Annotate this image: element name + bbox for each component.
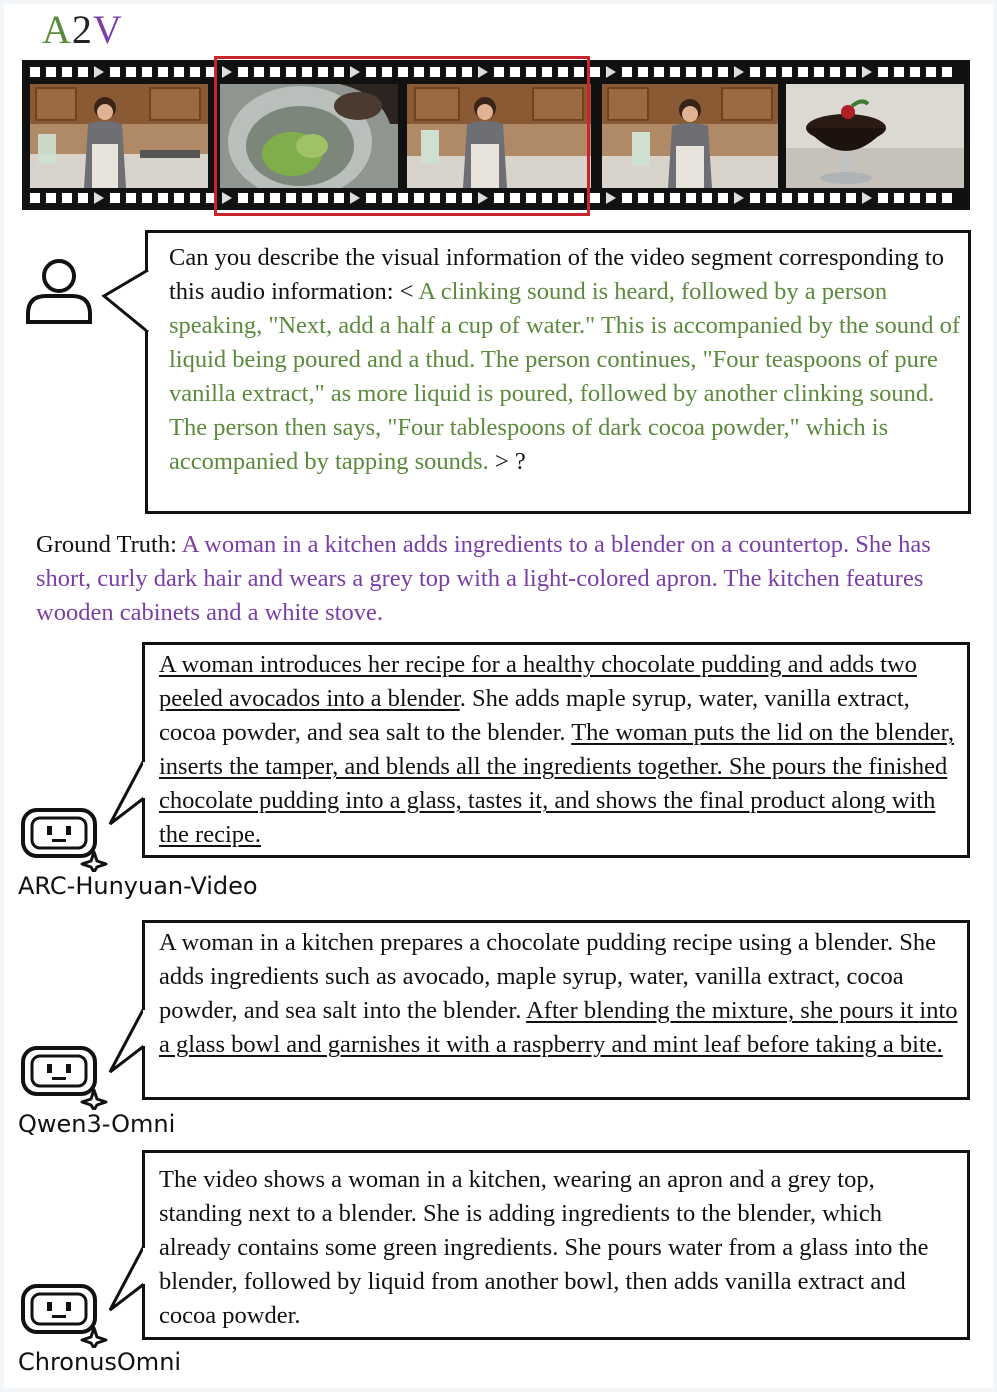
robot-sparkle-icon bbox=[20, 1044, 112, 1110]
response-text-3 bbox=[159, 1163, 959, 1333]
ground-truth bbox=[36, 528, 986, 630]
film-perforation bbox=[622, 193, 632, 203]
film-perforation bbox=[782, 193, 792, 203]
film-perforation bbox=[638, 193, 648, 203]
film-perforation bbox=[654, 193, 664, 203]
film-perforation bbox=[110, 67, 120, 77]
ground-truth-text: A woman in a kitchen adds ingredients to a blender on a countertop. She has short, curly dark hair and wears a grey top with a light-colored apron. The kitchen features wooden cabinets and a white stove. bbox=[36, 531, 931, 626]
film-perforation bbox=[750, 67, 760, 77]
film-perforation bbox=[926, 193, 936, 203]
film-perforation bbox=[590, 193, 600, 203]
film-perforation bbox=[30, 67, 40, 77]
ground-truth-label: Ground Truth: bbox=[36, 531, 182, 558]
film-perforation bbox=[718, 193, 728, 203]
prompt-tail: > ? bbox=[488, 448, 526, 475]
response-bubble-2 bbox=[142, 920, 970, 1100]
film-perforation bbox=[798, 67, 808, 77]
film-perforation bbox=[878, 193, 888, 203]
film-perforation bbox=[190, 67, 200, 77]
model-label-3: ChronusOmni bbox=[18, 1348, 182, 1376]
film-perforation bbox=[686, 193, 696, 203]
film-perforation bbox=[94, 66, 104, 78]
title-a: A bbox=[42, 7, 72, 52]
film-perforation bbox=[702, 193, 712, 203]
prompt-bubble bbox=[145, 230, 971, 514]
film-perforation bbox=[190, 193, 200, 203]
film-perforation bbox=[174, 67, 184, 77]
film-perforation bbox=[46, 67, 56, 77]
film-perforation bbox=[798, 193, 808, 203]
prompt-text bbox=[169, 241, 961, 479]
film-perforation bbox=[910, 67, 920, 77]
film-perforation bbox=[142, 193, 152, 203]
film-perforation bbox=[830, 67, 840, 77]
film-perforation bbox=[670, 193, 680, 203]
video-frame-5 bbox=[786, 84, 964, 188]
film-perforation bbox=[718, 67, 728, 77]
film-perforation bbox=[78, 193, 88, 203]
film-perforation bbox=[590, 67, 600, 77]
film-perforation bbox=[606, 66, 616, 78]
film-perforation bbox=[62, 67, 72, 77]
film-perforation bbox=[158, 67, 168, 77]
response-text-1 bbox=[159, 648, 959, 852]
film-perforation bbox=[894, 67, 904, 77]
film-perforation bbox=[30, 193, 40, 203]
film-perforation bbox=[862, 192, 872, 204]
film-perforation bbox=[174, 193, 184, 203]
robot-sparkle-icon bbox=[20, 1282, 112, 1348]
film-perforation bbox=[750, 193, 760, 203]
response-bubble-3 bbox=[142, 1150, 970, 1340]
film-perforation bbox=[606, 192, 616, 204]
film-perforation bbox=[670, 67, 680, 77]
audio-description: A clinking sound is heard, followed by a person speaking, "Next, add a half a cup of water." This is accompanied by the sound of liquid being poured and a thud. The person continues, "Four teaspoons of pure vanilla extract," as more liquid is poured, followed by another clinking sound. The person then says, "Four tablespoons of dark cocoa powder," which is accompanied by tapping sounds. bbox=[169, 278, 961, 475]
film-perforation bbox=[110, 193, 120, 203]
title-2: 2 bbox=[71, 7, 93, 52]
film-perforation bbox=[862, 66, 872, 78]
film-perforation bbox=[926, 67, 936, 77]
robot-sparkle-icon bbox=[20, 806, 112, 872]
film-perforation bbox=[686, 67, 696, 77]
underlined-claim: After blending the mixture, she pours it into a glass bowl and garnishes it with a raspberry and mint leaf before taking a bite. bbox=[159, 997, 958, 1058]
film-perforation bbox=[638, 67, 648, 77]
film-perforation bbox=[702, 67, 712, 77]
film-perforation bbox=[62, 193, 72, 203]
film-perforation bbox=[126, 67, 136, 77]
film-perforation bbox=[734, 66, 744, 78]
film-perforation bbox=[654, 67, 664, 77]
film-perforation bbox=[894, 193, 904, 203]
film-perforation bbox=[766, 67, 776, 77]
selected-segment-box bbox=[214, 56, 590, 216]
response-text-2 bbox=[159, 926, 959, 1062]
film-perforation bbox=[830, 193, 840, 203]
response-bubble-1 bbox=[142, 642, 970, 858]
response-segment: . She adds maple syrup, water, vanilla extract, cocoa powder, and sea salt to the blender. bbox=[159, 685, 910, 746]
title-v: V bbox=[92, 7, 123, 52]
underlined-claim: The woman puts the lid on the blender, inserts the tamper, and blends all the ingredients together. She pours the finished chocolate pudding into a glass, tastes it, and shows the final product along with the recipe. bbox=[159, 719, 954, 848]
film-perforation bbox=[846, 67, 856, 77]
film-perforation bbox=[814, 67, 824, 77]
film-perforation bbox=[78, 67, 88, 77]
film-perforation bbox=[46, 193, 56, 203]
underlined-claim: A woman introduces her recipe for a healthy chocolate pudding and adds two peeled avocados into a blender bbox=[159, 651, 917, 712]
film-perforation bbox=[878, 67, 888, 77]
model-label-1: ARC-Hunyuan-Video bbox=[18, 872, 258, 900]
film-perforation bbox=[942, 67, 952, 77]
response-segment: A woman in a kitchen prepares a chocolate pudding recipe using a blender. She adds ingredients such as avocado, maple syrup, water, vanilla extract, cocoa powder, and sea salt into the blender. bbox=[159, 929, 936, 1024]
video-frame-1 bbox=[30, 84, 208, 188]
film-perforation bbox=[734, 192, 744, 204]
film-perforation bbox=[814, 193, 824, 203]
user-icon bbox=[24, 256, 94, 326]
film-perforation bbox=[622, 67, 632, 77]
film-perforation bbox=[158, 193, 168, 203]
prompt-lead: Can you describe the visual information of the video segment corresponding to this audio information: < bbox=[169, 244, 944, 305]
film-perforation bbox=[142, 67, 152, 77]
film-perforation bbox=[910, 193, 920, 203]
prompt-bubble-tail bbox=[100, 268, 152, 338]
film-perforation bbox=[126, 193, 136, 203]
film-perforation bbox=[94, 192, 104, 204]
video-frame-4 bbox=[602, 84, 778, 188]
model-label-2: Qwen3-Omni bbox=[18, 1110, 176, 1138]
film-perforation bbox=[846, 193, 856, 203]
task-title bbox=[42, 6, 123, 54]
response-segment: The video shows a woman in a kitchen, wearing an apron and a grey top, standing next to a blender. She is adding ingredients to the blender, which already contains some green ingredients. She pours water from a glass into the blender, followed by liquid from another bowl, then adds vanilla extract and cocoa powder. bbox=[159, 1166, 929, 1329]
film-perforation bbox=[766, 193, 776, 203]
film-perforation bbox=[942, 193, 952, 203]
film-perforation bbox=[782, 67, 792, 77]
